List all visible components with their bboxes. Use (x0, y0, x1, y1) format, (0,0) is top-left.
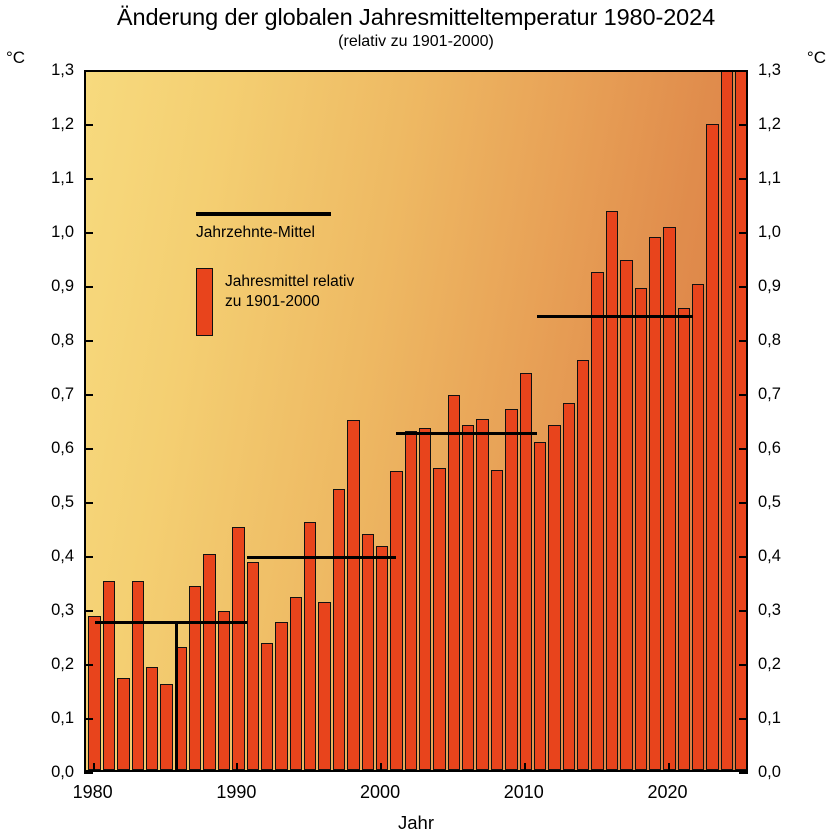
y-tick-label-left: 0,1 (51, 709, 74, 727)
bar (203, 554, 215, 770)
bar (88, 616, 100, 770)
bar (304, 522, 316, 770)
bar (620, 260, 632, 770)
bar (606, 211, 618, 770)
decade-mean-line (537, 315, 692, 318)
bar (635, 288, 647, 770)
y-tick-left (84, 70, 93, 72)
y-tick-left (84, 286, 93, 288)
y-tick-right (739, 448, 748, 450)
bar (261, 643, 273, 770)
y-tick-left (84, 232, 93, 234)
y-tick-label-right: 0,7 (758, 385, 781, 403)
y-tick-label-left: 1,0 (51, 223, 74, 241)
bar (218, 611, 230, 770)
legend-bar-label-line2: zu 1901-2000 (225, 293, 320, 310)
x-tick-label: 1980 (72, 782, 113, 802)
decade-mean-line (396, 432, 537, 435)
y-tick-right (739, 124, 748, 126)
bar (462, 425, 474, 770)
x-tick (668, 763, 670, 772)
y-tick-label-right: 0,1 (758, 709, 781, 727)
y-tick-left (84, 502, 93, 504)
y-tick-left (84, 124, 93, 126)
x-tick-label: 1990 (216, 782, 257, 802)
y-tick-label-right: 1,0 (758, 223, 781, 241)
x-tick (93, 763, 95, 772)
y-tick-left (84, 178, 93, 180)
y-tick-right (739, 178, 748, 180)
decade-mean-line (247, 556, 396, 559)
bar (117, 678, 129, 770)
y-tick-left (84, 664, 93, 666)
x-tick-label: 2010 (503, 782, 544, 802)
y-tick-right (739, 772, 748, 774)
bar (376, 546, 388, 770)
bar (390, 471, 402, 770)
decade-mean-tick (175, 621, 178, 772)
bar (591, 272, 603, 770)
bar (706, 124, 718, 770)
bar (362, 534, 374, 770)
y-tick-label-left: 0,8 (51, 331, 74, 349)
y-tick-right (739, 610, 748, 612)
bar (247, 562, 259, 770)
y-tick-label-right: 1,2 (758, 115, 781, 133)
bar (290, 597, 302, 770)
y-tick-label-right: 0,0 (758, 763, 781, 781)
bar (419, 428, 431, 770)
y-tick-right (739, 232, 748, 234)
legend-decade-line-marker (196, 212, 331, 216)
bar (333, 489, 345, 770)
bar (318, 602, 330, 770)
y-tick-label-right: 0,3 (758, 601, 781, 619)
x-tick (236, 763, 238, 772)
legend-bar-label-line1: Jahresmittel relativ (225, 273, 355, 290)
x-tick (524, 763, 526, 772)
y-tick-label-left: 0,0 (51, 763, 74, 781)
x-tick-label: 2020 (647, 782, 688, 802)
x-tick (380, 763, 382, 772)
y-tick-left (84, 394, 93, 396)
legend-decade-label: Jahrzehnte-Mittel (196, 224, 315, 241)
y-tick-label-left: 0,6 (51, 439, 74, 457)
x-tick-label: 2000 (360, 782, 401, 802)
bar (663, 227, 675, 770)
bar (678, 308, 690, 770)
y-tick-label-right: 0,8 (758, 331, 781, 349)
bar (146, 667, 158, 770)
bar (505, 409, 517, 770)
plot-area (84, 70, 748, 772)
y-tick-label-right: 0,2 (758, 655, 781, 673)
y-tick-right (739, 502, 748, 504)
bar (160, 684, 172, 770)
bar (232, 527, 244, 770)
y-tick-left (84, 610, 93, 612)
bar (548, 425, 560, 770)
y-tick-label-left: 0,5 (51, 493, 74, 511)
y-tick-right (739, 340, 748, 342)
decade-mean-line (95, 621, 247, 624)
y-tick-label-left: 0,9 (51, 277, 74, 295)
bar (692, 284, 704, 770)
y-tick-left (84, 556, 93, 558)
legend-bar-label (225, 272, 354, 312)
y-tick-label-left: 0,2 (51, 655, 74, 673)
bar (405, 431, 417, 770)
bar (275, 622, 287, 771)
bar (433, 468, 445, 770)
bar (103, 581, 115, 770)
bar (132, 581, 144, 770)
y-tick-label-right: 0,9 (758, 277, 781, 295)
bar (491, 470, 503, 770)
bar (534, 442, 546, 770)
y-tick-label-left: 1,1 (51, 169, 74, 187)
y-tick-label-left: 1,2 (51, 115, 74, 133)
y-tick-right (739, 718, 748, 720)
y-tick-right (739, 664, 748, 666)
y-tick-right (739, 70, 748, 72)
y-tick-label-right: 1,1 (758, 169, 781, 187)
y-tick-label-left: 0,7 (51, 385, 74, 403)
y-tick-label-right: 0,5 (758, 493, 781, 511)
y-axis-unit-left: °C (6, 48, 26, 67)
x-axis-title: Jahr (398, 812, 434, 833)
bar (448, 395, 460, 770)
y-tick-label-right: 1,3 (758, 61, 781, 79)
chart-subtitle: (relativ zu 1901-2000) (338, 33, 494, 50)
y-tick-label-left: 1,3 (51, 61, 74, 79)
y-tick-left (84, 448, 93, 450)
chart-title: Änderung der globalen Jahresmitteltemperatur 1980-2024 (116, 4, 716, 30)
y-tick-label-right: 0,4 (758, 547, 781, 565)
y-tick-right (739, 286, 748, 288)
y-tick-right (739, 394, 748, 396)
bar (476, 419, 488, 770)
bar (721, 71, 733, 770)
y-axis-unit-right: °C (806, 48, 826, 67)
legend-bar-swatch (196, 268, 213, 336)
y-tick-left (84, 718, 93, 720)
bar (577, 360, 589, 770)
y-tick-label-left: 0,4 (51, 547, 74, 565)
bar (563, 403, 575, 770)
bar (347, 420, 359, 770)
y-tick-left (84, 772, 93, 774)
bar (189, 586, 201, 770)
y-tick-right (739, 556, 748, 558)
y-tick-label-right: 0,6 (758, 439, 781, 457)
y-tick-left (84, 340, 93, 342)
y-tick-label-left: 0,3 (51, 601, 74, 619)
